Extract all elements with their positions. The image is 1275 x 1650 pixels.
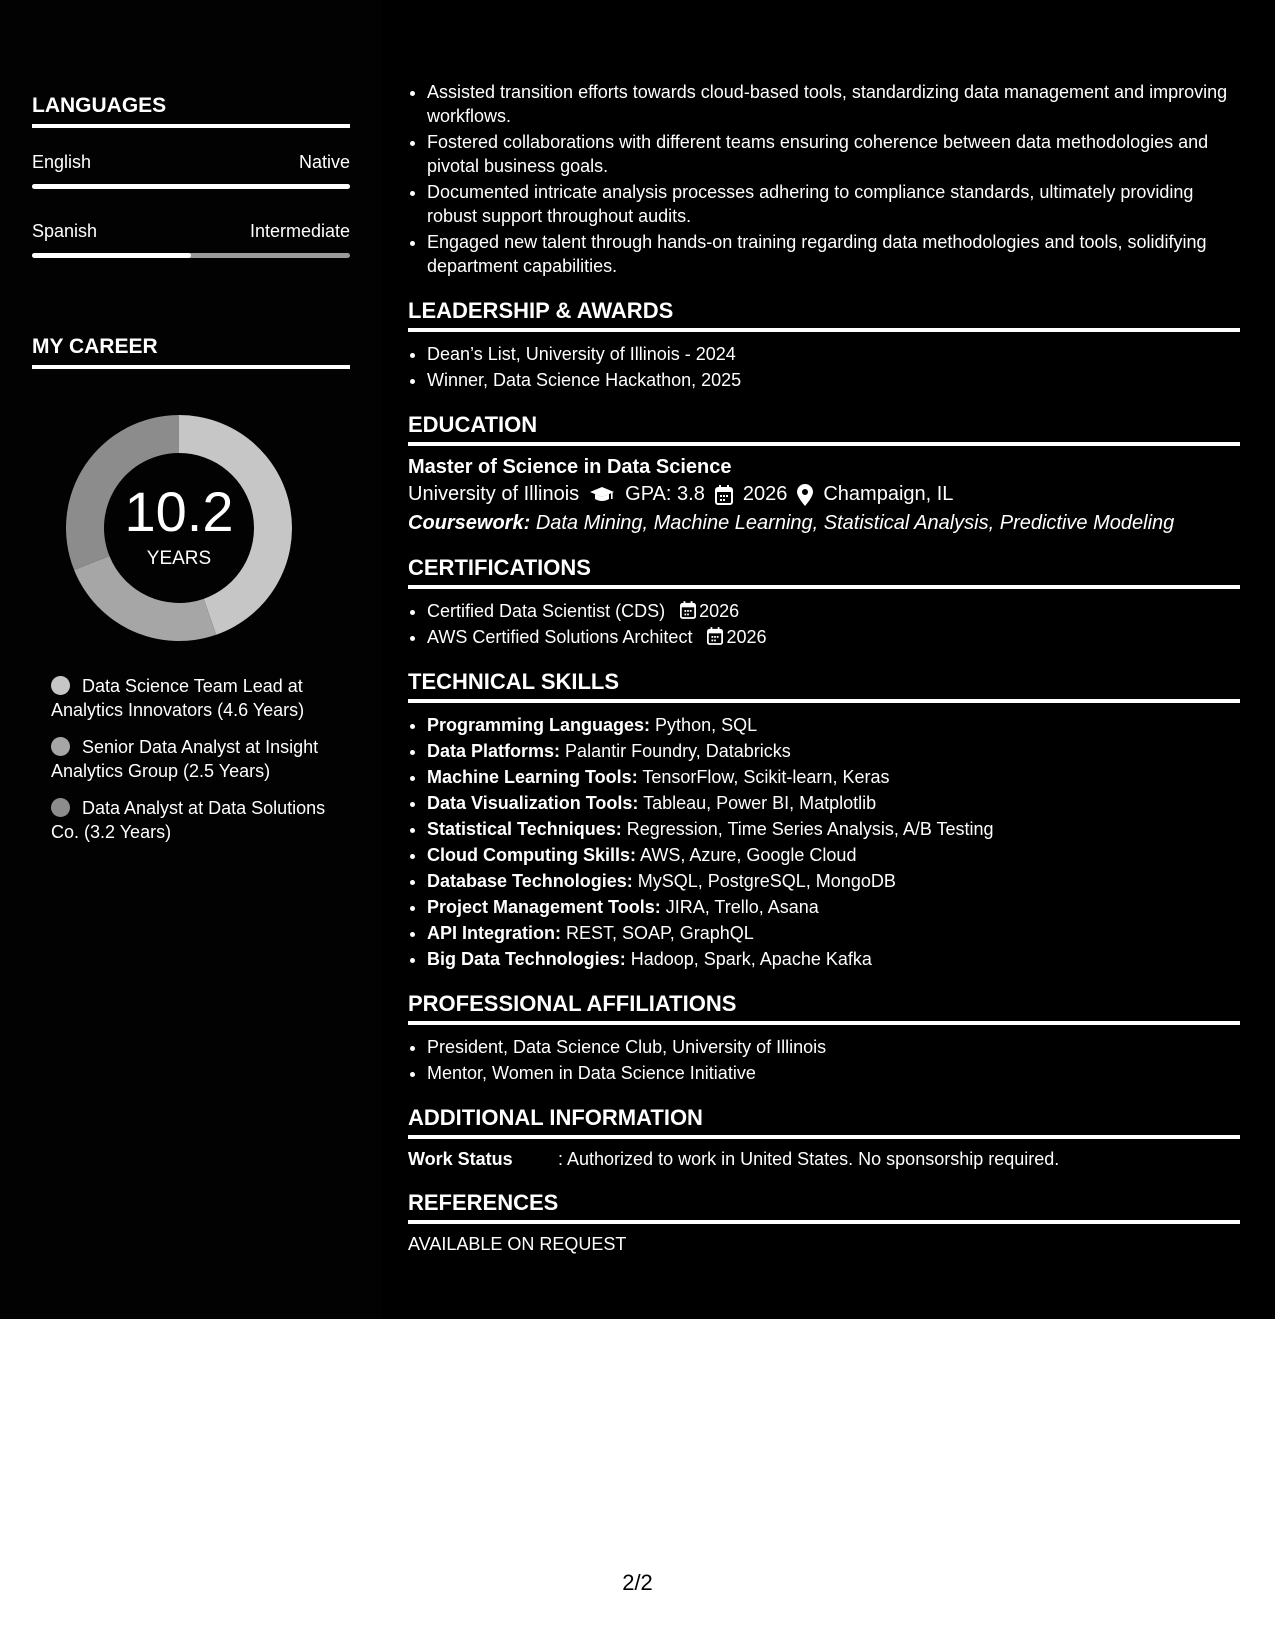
skill-value: AWS, Azure, Google Cloud (640, 845, 857, 865)
career-item (51, 796, 331, 844)
skill-label: Programming Languages: (427, 715, 651, 735)
career-item (51, 735, 331, 783)
list-item: • Engaged new talent through hands-on training regarding data methodologies and tools, solidifying department capabilities. (427, 230, 1240, 278)
list-item: • Winner, Data Science Hackathon, 2025 (427, 368, 1240, 392)
bullet-dot-icon (51, 676, 70, 695)
page-number: 2/2 (622, 1570, 653, 1595)
bullet-dot-icon (51, 798, 70, 817)
skill-value: Hadoop, Spark, Apache Kafka (630, 949, 872, 969)
certifications-list (408, 599, 1240, 649)
language-fill (32, 253, 191, 258)
work-status-value: : Authorized to work in United States. No sponsorship required. (558, 1149, 1060, 1169)
list-item (427, 921, 1240, 945)
work-status-row (408, 1149, 1240, 1170)
list-item: • Mentor, Women in Data Science Initiative (427, 1061, 1240, 1085)
list-item (427, 713, 1240, 737)
list-item (427, 625, 1240, 649)
leadership-list (408, 342, 1240, 392)
language-row-english (32, 152, 350, 173)
skill-label: Statistical Techniques: (427, 819, 622, 839)
skill-label: Database Technologies: (427, 871, 633, 891)
education-meta (408, 483, 1240, 506)
certifications-heading: CERTIFICATIONS (408, 555, 1240, 589)
language-name: English (32, 152, 92, 172)
skill-value: REST, SOAP, GraphQL (566, 923, 754, 943)
list-item (427, 869, 1240, 893)
language-row-spanish (32, 221, 350, 242)
list-item (427, 895, 1240, 919)
list-item (427, 765, 1240, 789)
sidebar (0, 0, 382, 1319)
skill-label: Data Platforms: (427, 741, 561, 761)
list-item: • President, Data Science Club, University of Illinois (427, 1035, 1240, 1059)
list-item: • Assisted transition efforts towards cloud-based tools, standardizing data management and improving workflows. (427, 80, 1240, 128)
skill-value: Tableau, Power BI, Matplotlib (643, 793, 877, 813)
skill-label: Cloud Computing Skills: (427, 845, 636, 865)
list-item (427, 947, 1240, 971)
list-item (427, 791, 1240, 815)
list-item (427, 817, 1240, 841)
certification-name: AWS Certified Solutions Architect (427, 627, 693, 647)
list-item (427, 739, 1240, 763)
graduation-year: 2026 (742, 483, 788, 505)
calendar-icon (680, 601, 696, 619)
calendar-icon (707, 627, 723, 645)
experience-bullets (408, 80, 1240, 278)
references-text: AVAILABLE ON REQUEST (408, 1234, 627, 1254)
additional-info-heading: ADDITIONAL INFORMATION (408, 1105, 1240, 1139)
skills-heading: TECHNICAL SKILLS (408, 669, 1240, 703)
graduation-cap-icon (589, 486, 615, 504)
skill-label: Project Management Tools: (427, 897, 661, 917)
list-item (427, 599, 1240, 623)
skills-list (408, 713, 1240, 971)
list-item: • Fostered collaborations with different teams ensuring coherence between data methodologies and pivotal business goals. (427, 130, 1240, 178)
career-item-text: Data Science Team Lead at Analytics Innovators (4.6 Years) (51, 676, 305, 720)
skill-label: Data Visualization Tools: (427, 793, 639, 813)
career-item (51, 674, 331, 722)
skill-label: API Integration: (427, 923, 561, 943)
language-bar-english (32, 184, 350, 189)
language-bar-spanish (32, 253, 350, 258)
career-heading: MY CAREER (32, 335, 350, 369)
list-item: • Dean’s List, University of Illinois - 2024 (427, 342, 1240, 366)
education-heading: EDUCATION (408, 412, 1240, 446)
language-level: Intermediate (249, 221, 350, 241)
language-fill (32, 184, 350, 189)
certification-year: 2026 (726, 627, 767, 647)
coursework (408, 512, 1240, 535)
list-item (427, 843, 1240, 867)
skill-value: TensorFlow, Scikit-learn, Keras (642, 767, 890, 787)
skill-label: Machine Learning Tools: (427, 767, 638, 787)
affiliations-heading: PROFESSIONAL AFFILIATIONS (408, 991, 1240, 1025)
career-total-unit: YEARS (146, 548, 212, 569)
skill-value: MySQL, PostgreSQL, MongoDB (637, 871, 896, 891)
gpa: GPA: 3.8 (625, 483, 705, 505)
coursework-label: Coursework: (408, 512, 531, 534)
affiliations-list (408, 1035, 1240, 1085)
calendar-icon (715, 485, 733, 505)
career-item-text: Senior Data Analyst at Insight Analytics Group (2.5 Years) (51, 737, 319, 781)
skill-value: Palantir Foundry, Databricks (565, 741, 791, 761)
list-item: • Documented intricate analysis processes adhering to compliance standards, ultimately providing robust support throughout audits. (427, 180, 1240, 228)
career-list (51, 674, 331, 857)
location-pin-icon (797, 484, 813, 506)
career-item-text: Data Analyst at Data Solutions Co. (3.2 Years) (51, 798, 326, 842)
coursework-value: Data Mining, Machine Learning, Statistical Analysis, Predictive Modeling (535, 512, 1175, 534)
languages-heading: LANGUAGES (32, 94, 350, 128)
references-heading: REFERENCES (408, 1190, 1240, 1224)
bullet-dot-icon (51, 737, 70, 756)
certification-year: 2026 (699, 601, 740, 621)
language-name: Spanish (32, 221, 98, 241)
skill-value: JIRA, Trello, Asana (665, 897, 819, 917)
degree-title: Master of Science in Data Science (408, 456, 732, 478)
leadership-heading: LEADERSHIP & AWARDS (408, 298, 1240, 332)
skill-label: Big Data Technologies: (427, 949, 626, 969)
work-status-label: Work Status (408, 1149, 513, 1169)
career-total-years: 10.2 (124, 480, 234, 543)
skill-value: Python, SQL (655, 715, 758, 735)
main-column (408, 0, 1240, 1255)
certification-name: Certified Data Scientist (CDS) (427, 601, 666, 621)
school-location: Champaign, IL (823, 483, 954, 505)
skill-value: Regression, Time Series Analysis, A/B Testing (626, 819, 994, 839)
language-level: Native (298, 152, 350, 172)
school-name: University of Illinois (408, 483, 580, 505)
